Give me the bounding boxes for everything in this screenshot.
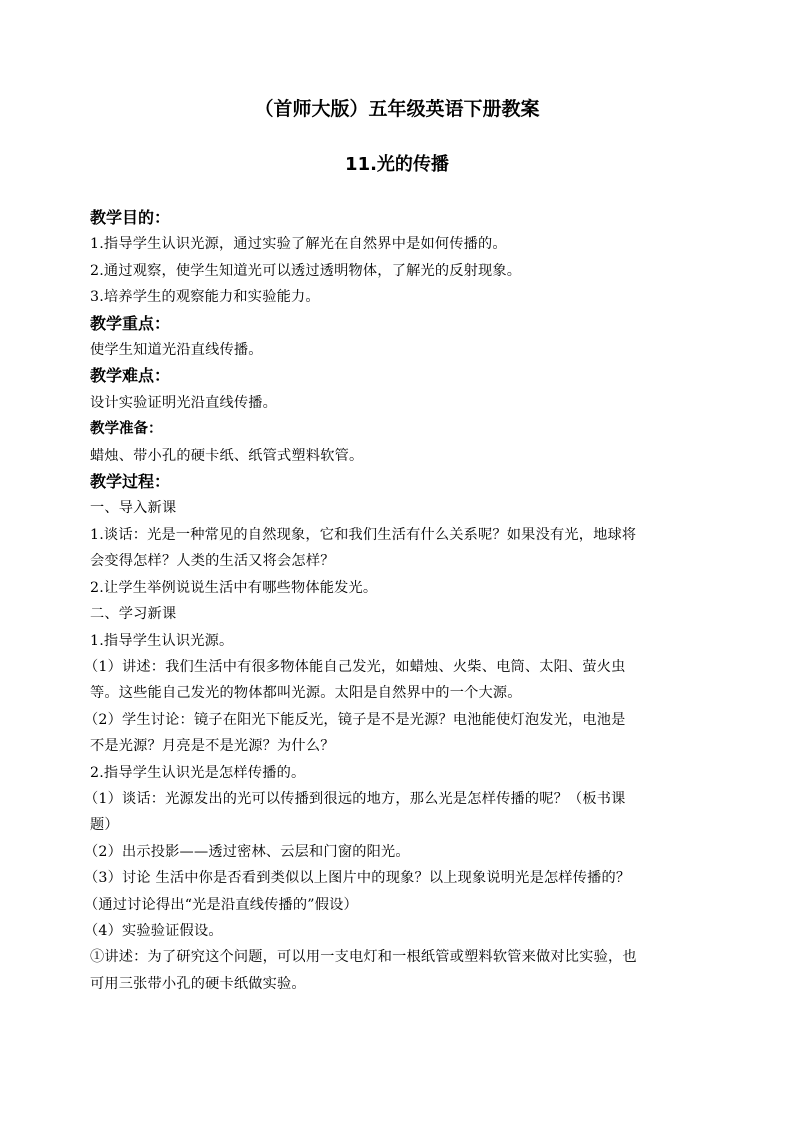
process-line: （4）实验验证假设。 bbox=[84, 922, 223, 939]
key-points-heading: 教学重点： bbox=[90, 313, 171, 333]
process-line: （2）学生讨论：镜子在阳光下能反光，镜子是不是光源？电池能使灯泡发光，电池是 bbox=[84, 711, 626, 728]
process-line: ①讲述：为了研究这个问题，可以用一支电灯和一根纸管或塑料软管来做对比实验，也 bbox=[90, 949, 637, 966]
objectives-heading: 教学目的： bbox=[90, 208, 171, 227]
process-line: 等。这些能自己发光的物体都叫光源。太阳是自然界中的一个大源。 bbox=[90, 685, 522, 702]
process-heading: 教学过程： bbox=[90, 472, 171, 492]
objective-item: 2.通过观察，使学生知道光可以透过透明物体，了解光的反射现象。 bbox=[90, 262, 522, 279]
process-line: （3）讨论 生活中你是否看到类似以上图片中的现象？以上现象说明光是怎样传播的？ bbox=[84, 870, 631, 887]
process-line: 可用三张带小孔的硬卡纸做实验。 bbox=[90, 975, 306, 992]
process-line: 二、学习新课 bbox=[90, 606, 177, 623]
objective-item: 3.培养学生的观察能力和实验能力。 bbox=[90, 289, 320, 306]
difficulties-heading: 教学难点： bbox=[90, 366, 171, 386]
difficulties-text: 设计实验证明光沿直线传播。 bbox=[90, 394, 278, 411]
process-line: 题） bbox=[90, 817, 119, 834]
process-line: 2.让学生举例说说生活中有哪些物体能发光。 bbox=[90, 579, 378, 596]
process-line: 2.指导学生认识光是怎样传播的。 bbox=[90, 764, 306, 781]
process-line: 一、导入新课 bbox=[90, 500, 177, 517]
preparation-text: 蜡烛、带小孔的硬卡纸、纸管式塑料软管。 bbox=[90, 447, 364, 464]
document-body bbox=[84, 205, 710, 997]
process-line: 会变得怎样？人类的生活又将会怎样？ bbox=[90, 553, 335, 570]
preparation-heading: 教学准备： bbox=[90, 421, 163, 438]
process-line: （2）出示投影——透过密林、云层和门窗的阳光。 bbox=[84, 843, 410, 860]
key-points-text: 使学生知道光沿直线传播。 bbox=[90, 342, 263, 359]
objective-item: 1.指导学生认识光源，通过实验了解光在自然界中是如何传播的。 bbox=[90, 236, 507, 253]
process-line: 不是光源？月亮是不是光源？为什么？ bbox=[90, 738, 335, 755]
process-line: （通过讨论得出“光是沿直线传播的”假设） bbox=[84, 896, 358, 913]
lesson-title: 11.光的传播 bbox=[345, 154, 449, 175]
process-line: 1.指导学生认识光源。 bbox=[90, 632, 234, 649]
process-line: 1.谈话：光是一种常见的自然现象，它和我们生活有什么关系呢？如果没有光，地球将 bbox=[90, 526, 637, 543]
process-line: （1）谈话：光源发出的光可以传播到很远的地方，那么光是怎样传播的呢？（板书课 bbox=[84, 790, 626, 807]
process-line: （1）讲述：我们生活中有很多物体能自己发光，如蜡烛、火柴、电筒、太阳、萤火虫 bbox=[84, 658, 626, 675]
document-title: （首师大版）五年级英语下册教案 bbox=[254, 98, 540, 120]
